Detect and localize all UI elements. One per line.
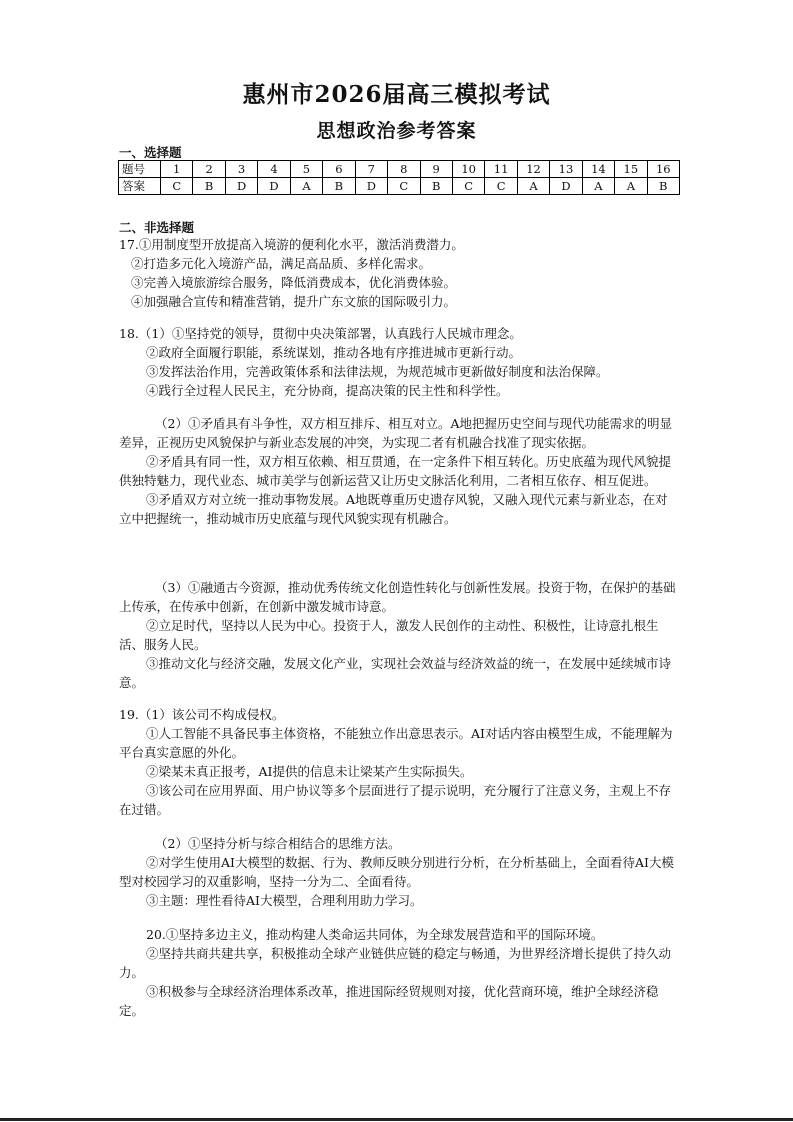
answer-paragraph: （3）①融通古今资源，推动优秀传统文化创造性转化与创新性发展。投资于物，在保护的基础上传承，在传承中创新，在创新中激发城市诗意。	[119, 580, 676, 614]
table-cell: D	[225, 178, 257, 195]
table-cell: A	[517, 178, 549, 195]
table-cell: D	[355, 178, 387, 195]
page-bottom-rule	[0, 1118, 793, 1121]
answer-paragraph: ③该公司在应用界面、用户协议等多个层面进行了提示说明，充分履行了注意义务，主观上不存在过错。	[119, 783, 672, 817]
table-cell: D	[550, 178, 582, 195]
answer-line: ④加强融合宣传和精准营销，提升广东文旅的国际吸引力。	[131, 294, 457, 309]
question-19-part-2	[119, 834, 679, 910]
answer-line: 19.（1）该公司不构成侵权。	[119, 707, 285, 722]
table-cell: 8	[388, 161, 420, 178]
table-cell: 7	[355, 161, 387, 178]
table-cell: 2	[193, 161, 225, 178]
answer-line: ④践行全过程人民民主，充分协商，提高决策的民主性和科学性。	[146, 383, 509, 398]
table-cell: 12	[517, 161, 549, 178]
answer-line: ③完善入境旅游综合服务，降低消费成本，优化消费体验。	[131, 275, 457, 290]
table-cell: 15	[615, 161, 647, 178]
answer-paragraph: ②对学生使用AI大模型的数据、行为、教师反映分别进行分析，在分析基础上，全面看待AI大模型对校园学习的双重影响，坚持一分为二、全面看待。	[119, 855, 674, 889]
question-18-part-2	[119, 414, 679, 528]
table-row-numbers	[119, 161, 680, 178]
table-cell: 5	[290, 161, 322, 178]
answer-line: 18.（1）①坚持党的领导，贯彻中央决策部署，认真践行人民城市理念。	[119, 326, 522, 341]
question-18-part-1	[119, 324, 679, 400]
section-heading-choice: 一、选择题	[119, 145, 182, 160]
answer-line: ③发挥法治作用，完善政策体系和法律法规，为规范城市更新做好制度和法治保障。	[146, 364, 609, 379]
table-row-label: 答案	[119, 178, 161, 195]
answer-paragraph: ③主题：理性看待AI大模型，合理利用助力学习。	[146, 893, 423, 908]
table-cell: D	[258, 178, 290, 195]
table-cell: 3	[225, 161, 257, 178]
answer-paragraph: 20.①坚持多边主义，推动构建人类命运共同体，为全球发展营造和平的国际环境。	[146, 927, 604, 942]
table-cell: 10	[452, 161, 484, 178]
answer-paragraph: ③推动文化与经济交融，发展文化产业，实现社会效益与经济效益的统一，在发展中延续城市诗意。	[119, 656, 672, 690]
answer-paragraph: ②梁某未真正报考，AI提供的信息未让梁某产生实际损失。	[146, 764, 473, 779]
table-row-answers	[119, 178, 680, 195]
answer-line: ②政府全面履行职能，系统谋划，推动各地有序推进城市更新行动。	[146, 345, 522, 360]
table-cell: C	[388, 178, 420, 195]
table-cell: C	[161, 178, 193, 195]
table-cell: A	[615, 178, 647, 195]
table-cell: 1	[161, 161, 193, 178]
answer-paragraph: （2）①坚持分析与综合相结合的思维方法。	[155, 836, 401, 851]
question-20	[119, 925, 679, 1020]
answer-paragraph: ②立足时代，坚持以人民为中心。投资于人，激发人民创作的主动性、积极性，让诗意扎根生活、服务人民。	[119, 618, 659, 652]
table-cell: A	[582, 178, 614, 195]
table-cell: 6	[323, 161, 355, 178]
answer-paragraph: ③积极参与全球经济治理体系改革，推进国际经贸规则对接，优化营商环境，维护全球经济稳定。	[119, 984, 659, 1018]
page-subtitle: 思想政治参考答案	[316, 120, 477, 142]
page-title: 惠州市2026届高三模拟考试	[242, 81, 551, 108]
table-cell: 16	[647, 161, 679, 178]
table-cell: 11	[485, 161, 517, 178]
question-18-part-3	[119, 578, 679, 692]
answer-paragraph: ②坚持共商共建共享，积极推动全球产业链供应链的稳定与畅通，为世界经济增长提供了持久动力。	[119, 946, 672, 980]
table-cell: B	[420, 178, 452, 195]
table-cell: 4	[258, 161, 290, 178]
table-cell: 13	[550, 161, 582, 178]
table-cell: 14	[582, 161, 614, 178]
table-cell: C	[452, 178, 484, 195]
table-cell: B	[193, 178, 225, 195]
table-cell: 9	[420, 161, 452, 178]
section-heading-nonchoice: 二、非选择题	[119, 220, 195, 235]
answer-line: 17.①用制度型开放提高入境游的便利化水平，激活消费潜力。	[119, 237, 464, 252]
question-19-part-1	[119, 705, 679, 819]
table-cell: B	[647, 178, 679, 195]
question-17	[119, 235, 679, 311]
table-cell: A	[290, 178, 322, 195]
answer-table	[118, 160, 680, 195]
table-cell: C	[485, 178, 517, 195]
answer-paragraph: ①人工智能不具备民事主体资格，不能独立作出意思表示。AI对话内容由模型生成，不能理解为平台真实意愿的外化。	[119, 726, 673, 760]
answer-paragraph: ②矛盾具有同一性，双方相互依赖、相互贯通，在一定条件下相互转化。历史底蕴为现代风貌提供独特魅力，现代业态、城市美学与创新运营又让历史文脉活化利用，二者相互依存、相互促进。	[119, 454, 672, 488]
answer-line: ②打造多元化入境游产品，满足高品质、多样化需求。	[131, 256, 432, 271]
answer-paragraph: ③矛盾双方对立统一推动事物发展。A地既尊重历史遗存风貌，又融入现代元素与新业态，在对立中把握统一，推动城市历史底蕴与现代风貌实现有机融合。	[119, 492, 668, 526]
table-row-label: 题号	[119, 161, 161, 178]
answer-paragraph: （2）①矛盾具有斗争性，双方相互排斥、相互对立。A地把握历史空间与现代功能需求的明显差异，正视历史风貌保护与新业态发展的冲突，为实现二者有机融合找准了现实依据。	[119, 416, 672, 450]
table-cell: B	[323, 178, 355, 195]
